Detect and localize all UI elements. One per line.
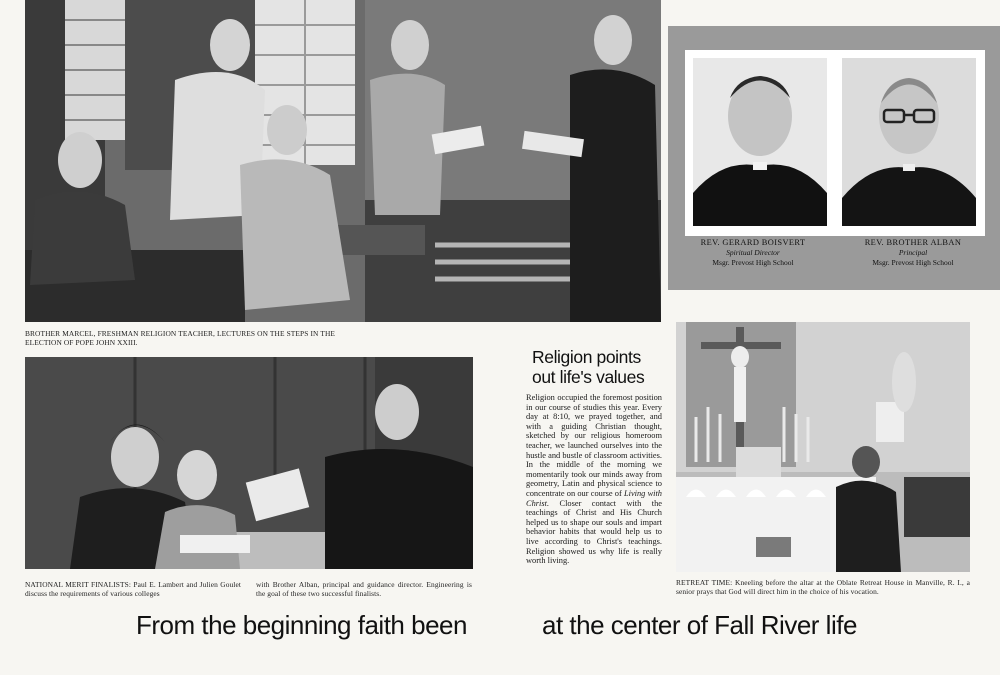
- article-title-line2: out life's values: [532, 367, 645, 387]
- merit-caption-text: Paul E. Lambert and Julien Goulet discuss the requirements of various colleges: [25, 580, 241, 598]
- retreat-caption-text: Kneeling before the altar at the Oblate Retreat House in Manville, R. I., a senior prays that God will direct him in the choice of his vocation.: [676, 578, 970, 596]
- portrait-panel: [668, 26, 1000, 290]
- portrait-name: REV. BROTHER ALBAN: [864, 238, 962, 247]
- article-body: [526, 393, 662, 566]
- portrait-alban: [842, 58, 976, 226]
- classroom-photo: [25, 0, 661, 322]
- retreat-caption: [676, 578, 970, 596]
- classroom-caption: BROTHER MARCEL, FRESHMAN RELIGION TEACHER, LECTURES ON THE STEPS IN THE ELECTION OF POPE JOHN XXIII.: [25, 329, 335, 347]
- merit-caption-lead: NATIONAL MERIT FINALISTS:: [25, 580, 131, 589]
- retreat-photo: [676, 322, 970, 572]
- article-body-part1: Religion occupied the foremost position in our course of studies this year. Every day at 8:10, we prayed together, and with a guiding Christian thought, sketched by our religious homeroom teacher, we launched ourselves into the hustle and bustle of classroom activities. In the middle of the morning we momentarily took our minds away from geometry, Latin and physical science to concentrate on our course of: [526, 393, 662, 498]
- portrait-school: Msgr. Prevost High School: [712, 258, 794, 267]
- portrait-frame: [685, 50, 985, 236]
- portrait-name: REV. GERARD BOISVERT: [700, 238, 806, 247]
- portrait-role: Principal: [898, 248, 928, 257]
- retreat-caption-lead: RETREAT TIME:: [676, 578, 733, 587]
- merit-finalists-photo: [25, 357, 473, 569]
- headline-left: From the beginning faith been: [136, 610, 467, 640]
- portrait-school: Msgr. Prevost High School: [872, 258, 954, 267]
- article-body-part2: Closer contact with the teachings of Christ and His Church helped us to shape our souls and impart behavior habits that would help us to live according to Christ's teachings. Religion showed us why life is really worth living.: [526, 498, 662, 566]
- portrait-label-boisvert: [678, 238, 828, 268]
- portrait-boisvert: [693, 58, 827, 226]
- merit-caption-col1: [25, 580, 241, 598]
- portrait-label-alban: [838, 238, 988, 268]
- headline-right: at the center of Fall River life: [542, 610, 857, 640]
- portrait-role: Spiritual Director: [726, 248, 780, 257]
- article-title: [532, 347, 672, 387]
- article-title-line1: Religion points: [532, 347, 641, 367]
- article-body-italic: Living with Christ.: [526, 488, 662, 508]
- merit-caption-col2: with Brother Alban, principal and guidance director. Engineering is the goal of these two successful finalists.: [256, 580, 472, 598]
